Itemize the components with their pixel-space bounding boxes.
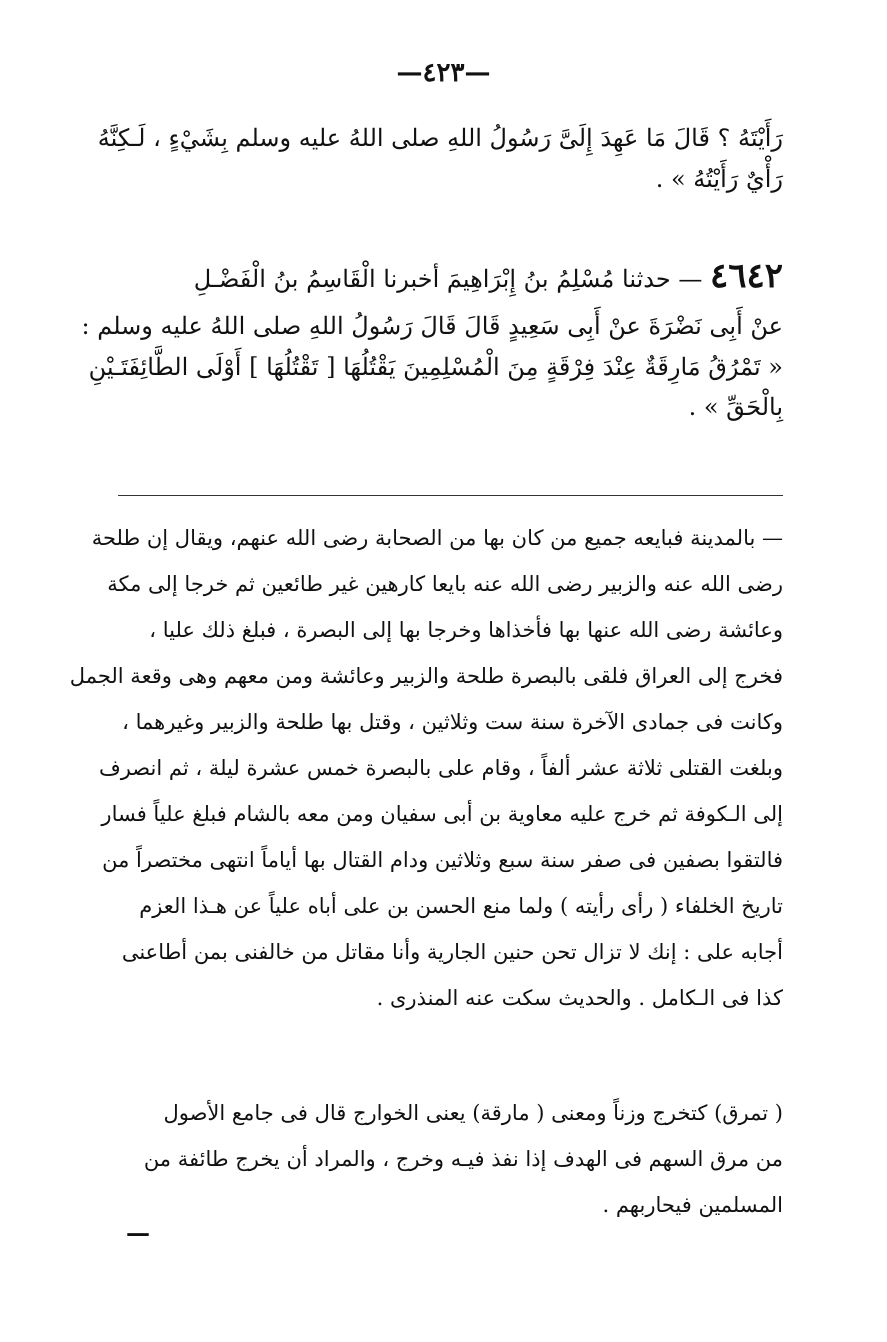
commentary-line: وعائشة رضى الله عنها بها فأخذاها وخرجا بها إلى البصرة ، فبلغ ذلك عليا ،: [149, 618, 783, 642]
text-line: « تَمْرُقُ مَارِقَةٌ عِنْدَ فِرْقَةٍ مِنَ الْمُسْلِمِينَ يَقْتُلُهَا [ تَقْتُلُهَا ] أَوْلَى الطَّائِفَتَـيْنِ: [88, 352, 783, 381]
commentary-line: فخرج إلى العراق فلقى بالبصرة طلحة والزبير وعائشة ومن معهم وهى وقعة الجمل: [69, 664, 783, 688]
commentary-line: تاريخ الخلفاء ( رأى رأيته ) ولما منع الحسن بن على أباه علياً عن هـذا العزم: [139, 894, 783, 918]
commentary-line: رضى الله عنه والزبير رضى الله عنه بايعا كارهين غير طائعين ثم خرجا إلى مكة: [107, 572, 783, 596]
commentary-line: من مرق السهم فى الهدف إذا نفذ فيـه وخرج ، والمراد أن يخرج طائفة من: [143, 1147, 783, 1171]
hadith-number: ٤٦٤٢: [709, 256, 783, 296]
isnad-text: — حدثنا مُسْلِمُ بنُ إِبْرَاهِيمَ أخبرنا الْقَاسِمُ بنُ الْفَضْـلِ: [193, 265, 710, 293]
hadith-4642: [81, 248, 783, 428]
text-line: عنْ أَبِى نَضْرَةَ عنْ أَبِى سَعِيدٍ قَالَ قَالَ رَسُولُ اللهِ صلى اللهُ عليه وسلم :: [81, 311, 783, 340]
hadith-continuation: [97, 118, 783, 200]
commentary-lexical: [118, 1090, 783, 1228]
hadith-first-line: [118, 248, 783, 306]
commentary-line: وبلغت القتلى ثلاثة عشر ألفاً ، وقام على بالبصرة خمس عشرة ليلة ، ثم انصرف: [98, 756, 783, 780]
commentary-line: — بالمدينة فبايعه جميع من كان بها من الصحابة رضى الله عنهم، ويقال إن طلحة: [91, 526, 783, 550]
footnote-divider: [118, 495, 783, 496]
commentary-line: وكانت فى جمادى الآخرة سنة ست وثلاثين ، وقتل بها طلحة والزبير وغيرهما ،: [122, 710, 783, 734]
text-line: رَأَيْتَهُ ؟ قَالَ مَا عَهِدَ إِلَىَّ رَسُولُ اللهِ صلى اللهُ عليه وسلم بِشَيْءٍ ، لَـكِنَّهُ: [97, 124, 783, 152]
commentary-line: كذا فى الـكامل . والحديث سكت عنه المنذرى .: [376, 986, 783, 1010]
text-line: رَأْيٌ رَأَيْتُهُ » .: [655, 164, 783, 193]
continuation-mark: —: [126, 1218, 150, 1247]
commentary-line: أجابه على : إنك لا تزال تحن حنين الجارية وأنا مقاتل من خالفنى بمن أطاعنى: [121, 940, 783, 964]
text-line: بِالْحَقِّ » .: [688, 393, 783, 422]
page-number: —٤٢٣—: [396, 58, 491, 88]
commentary-line: فالتقوا بصفين فى صفر سنة سبع وثلاثين ودام القتال بها أياماً انتهى مختصراً من: [102, 848, 783, 872]
commentary-line: ( تمرق) كتخرج وزناً ومعنى ( مارقة) يعنى الخوارج قال فى جامع الأصول: [163, 1101, 783, 1125]
commentary-line: إلى الـكوفة ثم خرج عليه معاوية بن أبى سفيان ومن معه بالشام فبلغ علياً فسار: [101, 802, 783, 826]
commentary-historical: [69, 515, 783, 1021]
commentary-line: المسلمين فيحاربهم .: [602, 1193, 783, 1217]
